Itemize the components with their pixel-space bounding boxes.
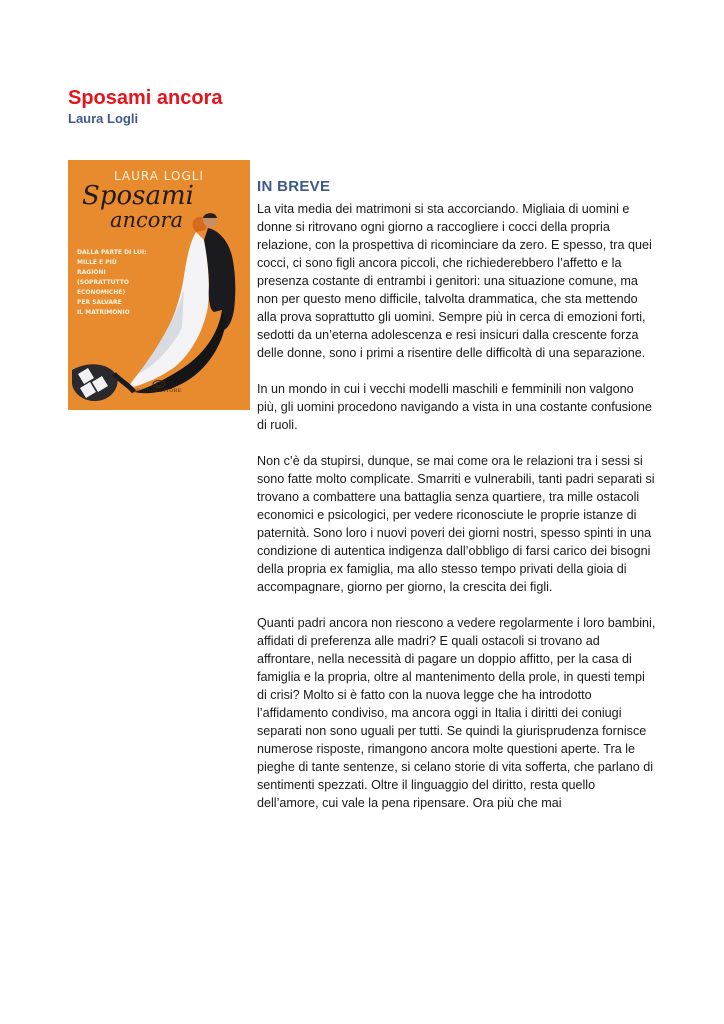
cover-blurb-line: PER SALVARE [77, 299, 122, 306]
section-heading: IN BREVE [257, 178, 331, 195]
cover-blurb-line: IL MATRIMONIO [77, 309, 130, 316]
cover-author-text: LAURA LOGLI [113, 169, 205, 183]
cover-publisher: CAIROEDITORE [136, 388, 182, 394]
body-paragraph: Non c’è da stupirsi, dunque, se mai come ora le relazioni tra i sessi si sono fatte molto complicate. Smarriti e vulnerabili, tanti padri separati si trovano a combattere una battaglia senza quartiere, tra mille ostacoli economici e psicologici, per vedere riconosciute le proprie istanze di paternità. Sono loro i nuovi poveri dei giorni nostri, spesso spinti in una condizione di autentica indigenza dall’obbligo di farsi carico dei bisogni della propria ex famiglia, ma allo stesso tempo privati della gioia di accompagnare, giorno per giorno, la crescita dei figli. [257, 454, 655, 594]
cover-blurb-line: MILLE E PIÙ [77, 259, 117, 266]
section-body [257, 200, 657, 830]
cover-blurb-line: (SOPRATTUTTO [77, 279, 129, 286]
document-author: Laura Logli [68, 111, 139, 126]
cover-blurb-line: RAGIONI [77, 269, 106, 276]
cover-title-line1: Sposami [82, 181, 194, 211]
cover-title-line2: ancora [110, 208, 184, 232]
book-cover-image [68, 160, 250, 410]
body-paragraph: La vita media dei matrimoni si sta accorciando. Migliaia di uomini e donne si ritrovano ogni giorno a raccogliere i cocci della propria relazione, con la prospettiva di ricominciare da zero. E spesso, tra quei cocci, ci sono figli ancora piccoli, che richiederebbero l’affetto e la presenza costante di entrambi i genitori: una situazione comune, ma non per questo meno difficile, talvolta drammatica, che sta mettendo alla prova soprattutto gli uomini. Sempre più in cerca di emozioni forti, sedotti da un’eterna adolescenza e resi insicuri dalla crescente forza delle donne, sono i primi a risentire delle difficoltà di una separazione. [257, 202, 652, 360]
cover-blurb-line: ECONOMICHE) [77, 289, 126, 296]
cover-blurb [77, 248, 169, 318]
document-title: Sposami ancora [68, 87, 223, 109]
cover-blurb-line: DALLA PARTE DI LUI: [77, 249, 147, 256]
body-paragraph: In un mondo in cui i vecchi modelli maschili e femminili non valgono più, gli uomini procedono navigando a vista in una costante confusione di ruoli. [257, 382, 652, 432]
body-paragraph: Quanti padri ancora non riescono a vedere regolarmente i loro bambini, affidati di preferenza alle madri? E quali ostacoli si trovano ad affrontare, nella necessità di pagare un doppio affitto, per la casa di famiglia e la propria, oltre al mantenimento della prole, in questi tempi di crisi? Molto si è fatto con la nuova legge che ha introdotto l’affidamento condiviso, ma ancora oggi in Italia i diritti dei coniugi separati non sono uguali per tutti. Se quindi la giurisprudenza fornisce numerose risposte, rimangono ancora molte questioni aperte. Tra le pieghe di tante sentenze, si celano storie di vita sofferta, che parlano di sentimenti spezzati. Oltre il linguaggio del diritto, resta quello dell’amore, cui vale la pena ripensare. Ora più che mai [257, 616, 656, 810]
